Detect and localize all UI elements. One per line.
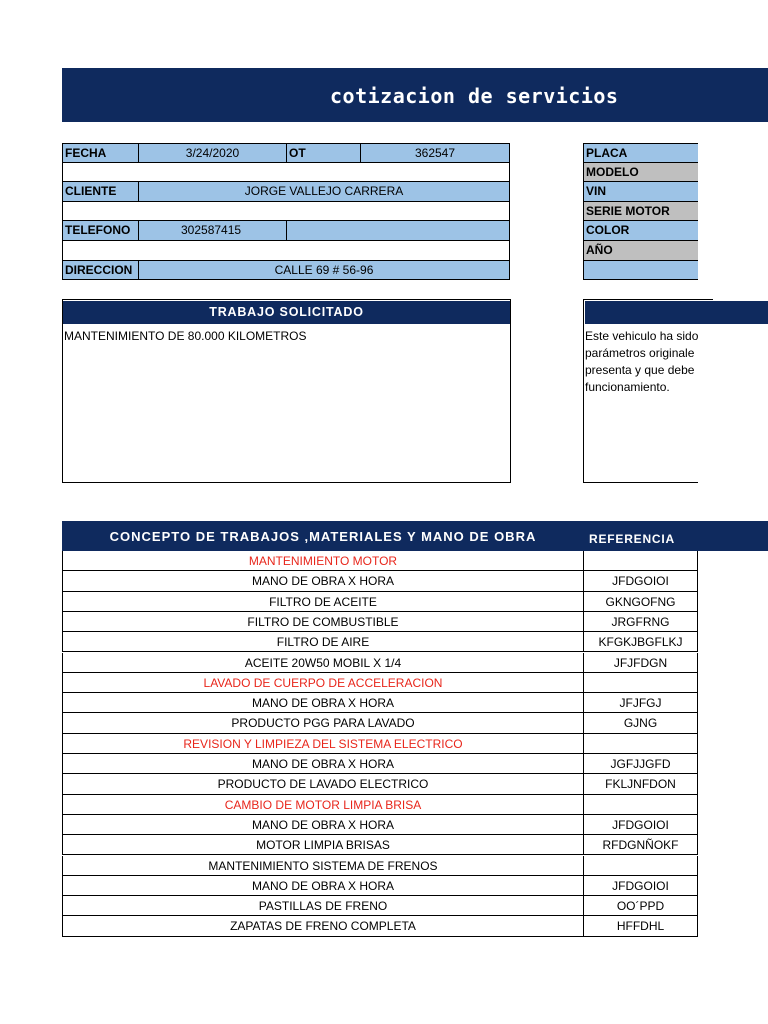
table-row [62,632,698,652]
table-row [62,896,698,916]
referencia-cell: GJNG [584,713,698,732]
referencia-cell [584,856,698,875]
concepto-cell: MANTENIMIENTO MOTOR [62,551,584,570]
referencia-cell: JFJFDGN [584,653,698,672]
table-row [62,795,698,815]
table-row [62,774,698,794]
direccion-value: CALLE 69 # 56-96 [138,260,510,280]
table-row [62,571,698,591]
observaciones-line: presenta y que debe [585,363,695,377]
table-row [62,653,698,673]
table-row [62,835,698,855]
blank-row [62,201,510,221]
fecha-value: 3/24/2020 [138,143,287,163]
serie-motor-label: SERIE MOTOR [583,201,698,221]
concepto-cell: FILTRO DE AIRE [62,632,584,651]
concepto-cell: LAVADO DE CUERPO DE ACCELERACION [62,673,584,692]
page-edge-mask [698,324,768,494]
observaciones-line: parámetros originale [585,346,695,360]
concepto-cell: MANO DE OBRA X HORA [62,876,584,895]
observaciones-header [585,301,768,324]
table-row [62,815,698,835]
concepto-cell: MANO DE OBRA X HORA [62,754,584,773]
referencia-cell: JFDGOIOI [584,876,698,895]
table-row [62,754,698,774]
referencia-cell: FKLJNFDON [584,774,698,793]
concepto-cell: PASTILLAS DE FRENO [62,896,584,915]
concepto-cell: FILTRO DE COMBUSTIBLE [62,612,584,631]
cliente-label: CLIENTE [62,181,139,202]
table-row [62,693,698,713]
table-row [62,551,698,571]
referencia-cell [584,673,698,692]
referencia-cell: JRGFRNG [584,612,698,631]
ot-label: OT [286,143,361,163]
placa-label: PLACA [583,143,698,163]
trabajo-solicitado-text: MANTENIMIENTO DE 80.000 KILOMETROS [64,329,307,343]
concepto-cell: CAMBIO DE MOTOR LIMPIA BRISA [62,795,584,814]
color-label: COLOR [583,220,698,241]
telefono-value: 302587415 [138,220,287,241]
concepto-cell: FILTRO DE ACEITE [62,592,584,611]
concepto-cell: PRODUCTO PGG PARA LAVADO [62,713,584,732]
table-row [62,856,698,876]
concepto-cell: MANO DE OBRA X HORA [62,571,584,590]
table-row [62,734,698,754]
concepto-cell: MOTOR LIMPIA BRISAS [62,835,584,854]
observaciones-line: Este vehiculo ha sido [585,329,698,343]
referencia-column-header: REFERENCIA [588,532,675,546]
referencia-cell [584,734,698,753]
concepto-cell: PRODUCTO DE LAVADO ELECTRICO [62,774,584,793]
table-row [62,612,698,632]
concepto-cell: ZAPATAS DE FRENO COMPLETA [62,916,584,935]
referencia-cell [584,551,698,570]
trabajo-solicitado-header: TRABAJO SOLICITADO [63,301,510,324]
concepto-cell: MANO DE OBRA X HORA [62,693,584,712]
anio-label: AÑO [583,240,698,261]
trabajo-solicitado-box [62,299,511,483]
referencia-cell: JGFJJGFD [584,754,698,773]
concepto-column-header: CONCEPTO DE TRABAJOS ,MATERIALES Y MANO DE OBRA [109,529,537,544]
table-row [62,592,698,612]
observaciones-line: funcionamiento. [585,380,670,394]
concepto-cell: ACEITE 20W50 MOBIL X 1/4 [62,653,584,672]
referencia-cell: JFDGOIOI [584,815,698,834]
telefono-label: TELEFONO [62,220,139,241]
page-title: cotizacion de servicios [330,84,619,108]
table-row [62,916,698,936]
concepto-cell: REVISION Y LIMPIEZA DEL SISTEMA ELECTRICO [62,734,584,753]
referencia-cell: OO´PPD [584,896,698,915]
telefono-extra [286,220,510,241]
concepto-cell: MANO DE OBRA X HORA [62,815,584,834]
referencia-cell: JFJFGJ [584,693,698,712]
referencia-cell: GKNGOFNG [584,592,698,611]
table-row [62,673,698,693]
referencia-cell [584,795,698,814]
observaciones-text [585,328,698,396]
referencia-cell: JFDGOIOI [584,571,698,590]
vehicle-empty-row [583,260,698,280]
cliente-value: JORGE VALLEJO CARRERA [138,181,510,202]
modelo-label: MODELO [583,162,698,182]
blank-row [62,240,510,261]
blank-row [62,162,510,182]
referencia-cell: HFFDHL [584,916,698,935]
ot-value: 362547 [360,143,510,163]
vin-label: VIN [583,181,698,202]
direccion-label: DIRECCION [62,260,139,280]
referencia-cell: KFGKJBGFLKJ [584,632,698,651]
referencia-cell: RFDGNÑOKF [584,835,698,854]
table-row [62,876,698,896]
concepto-cell: MANTENIMIENTO SISTEMA DE FRENOS [62,856,584,875]
table-row [62,713,698,733]
fecha-label: FECHA [62,143,139,163]
